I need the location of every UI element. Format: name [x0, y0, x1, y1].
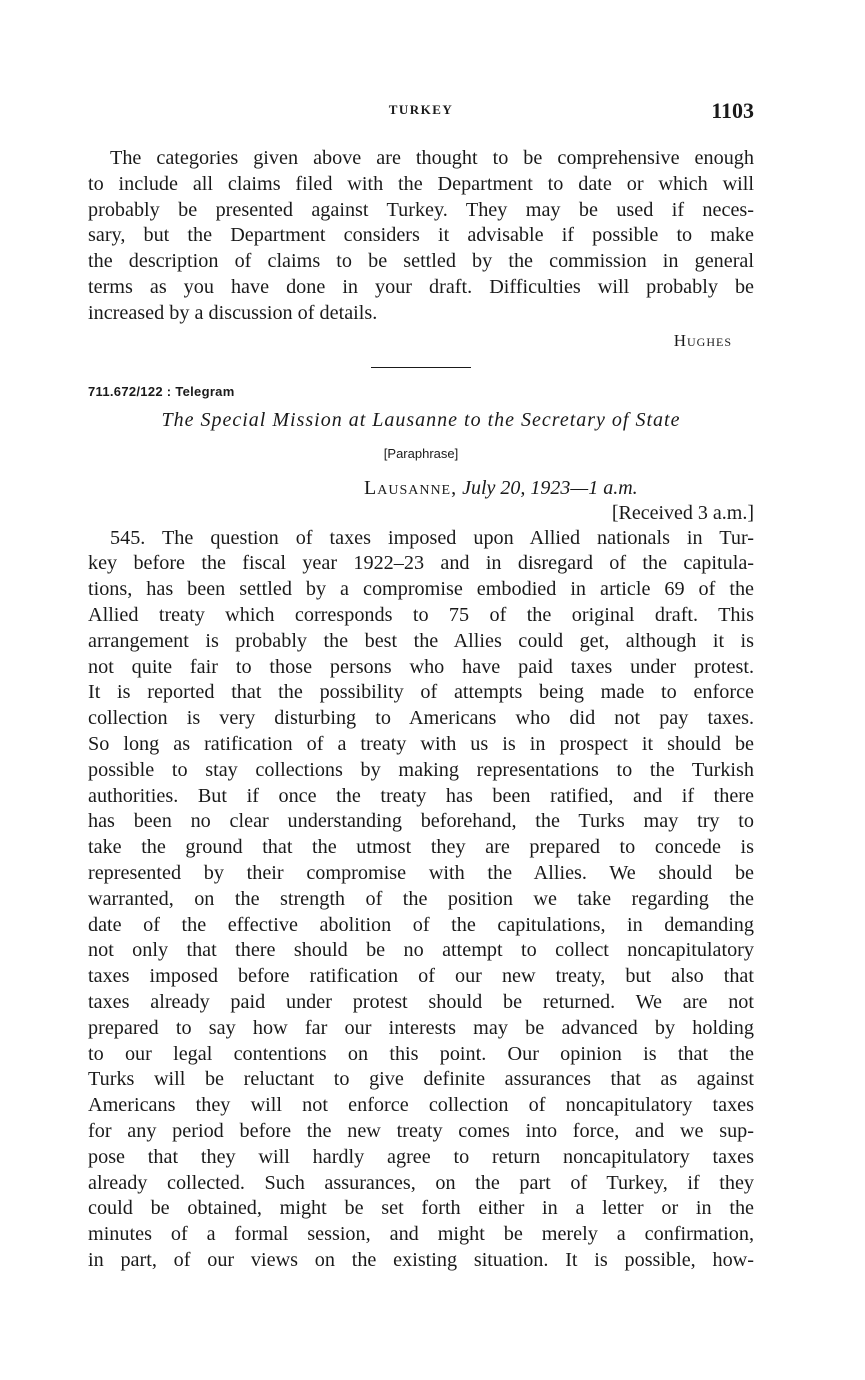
text-line: pose that they will hardly agree to return noncapitulatory taxes [88, 1145, 754, 1168]
text-line: increased by a discussion of details. [88, 301, 378, 324]
file-number: 711.672/122 : Telegram [88, 383, 235, 399]
text-line: probably be presented against Turkey. They may be used if neces- [88, 198, 754, 221]
text-line: has been no clear understanding beforehand, the Turks may try to [88, 810, 754, 833]
text-line: to our legal contentions on this point. Our opinion is that the [88, 1042, 754, 1065]
running-title: TURKEY [388, 102, 454, 117]
text-line: not only that there should be no attempt to collect noncapitulatory [88, 939, 754, 962]
text-line: not quite fair to those persons who have paid taxes under protest. [88, 655, 754, 678]
text-line: Americans they will not enforce collection of noncapitulatory taxes [88, 1094, 754, 1117]
text-line: key before the fiscal year 1922–23 and in disregard of the capitula- [88, 552, 754, 575]
text-line: tions, has been settled by a compromise embodied in article 69 of the [88, 578, 754, 601]
text-line: taxes imposed before ratification of our new treaty, but also that [88, 965, 754, 988]
text-line: minutes of a formal session, and might be merely a confirmation, [88, 1223, 754, 1246]
text-line: taxes already paid under protest should be returned. We are not [88, 990, 754, 1013]
text-line: sary, but the Department considers it advisable if possible to make [88, 224, 754, 247]
text-line: prepared to say how far our interests may be advanced by holding [88, 1016, 754, 1039]
text-line: date of the effective abolition of the capitulations, in demanding [88, 913, 754, 936]
text-line: warranted, on the strength of the position we take regarding the [88, 887, 754, 910]
text-line: Allied treaty which corresponds to 75 of the original draft. This [88, 603, 754, 626]
document-page [88, 98, 754, 1274]
text-line: to include all claims filed with the Department to date or which will [88, 172, 754, 195]
dateline-place: Lausanne, [364, 476, 458, 499]
body-paragraph [88, 526, 754, 1274]
intro-paragraph [88, 146, 754, 327]
dateline [364, 477, 754, 500]
text-line: possible to stay collections by making representations to the Turkish [88, 758, 754, 781]
received-note: [Received 3 a.m.] [611, 501, 754, 524]
page-number: 1103 [711, 98, 754, 123]
text-line: terms as you have done in your draft. Difficulties will probably be [88, 275, 754, 298]
document-title: The Special Mission at Lausanne to the Secretary of State [161, 408, 681, 431]
text-line: represented by their compromise with the Allies. We should be [88, 861, 754, 884]
paraphrase-note: [Paraphrase] [383, 445, 459, 461]
text-line: Turks will be reluctant to give definite assurances that as against [88, 1068, 754, 1091]
text-line: 545. The question of taxes imposed upon Allied nationals in Tur- [110, 526, 754, 549]
text-line: already collected. Such assurances, on the part of Turkey, if they [88, 1171, 754, 1194]
text-line: the description of claims to be settled by the commission in general [88, 250, 754, 273]
text-line: authorities. But if once the treaty has been ratified, and if there [88, 784, 754, 807]
text-line: for any period before the new treaty comes into force, and we sup- [88, 1119, 754, 1142]
text-line: The categories given above are thought to be comprehensive enough [110, 147, 754, 169]
text-line: take the ground that the utmost they are prepared to concede is [88, 836, 754, 859]
dateline-date: July 20, 1923—1 a.m. [462, 476, 638, 499]
running-header [88, 98, 754, 128]
section-divider [371, 367, 471, 368]
text-line: collection is very disturbing to Americans who did not pay taxes. [88, 707, 754, 730]
text-line: could be obtained, might be set forth either in a letter or in the [88, 1197, 754, 1220]
text-line: So long as ratification of a treaty with us is in prospect it should be [88, 732, 754, 755]
text-line: arrangement is probably the best the Allies could get, although it is [88, 629, 754, 652]
text-line: in part, of our views on the existing situation. It is possible, how- [88, 1248, 754, 1271]
text-line: It is reported that the possibility of attempts being made to enforce [88, 681, 754, 704]
signature: Hughes [673, 330, 732, 350]
